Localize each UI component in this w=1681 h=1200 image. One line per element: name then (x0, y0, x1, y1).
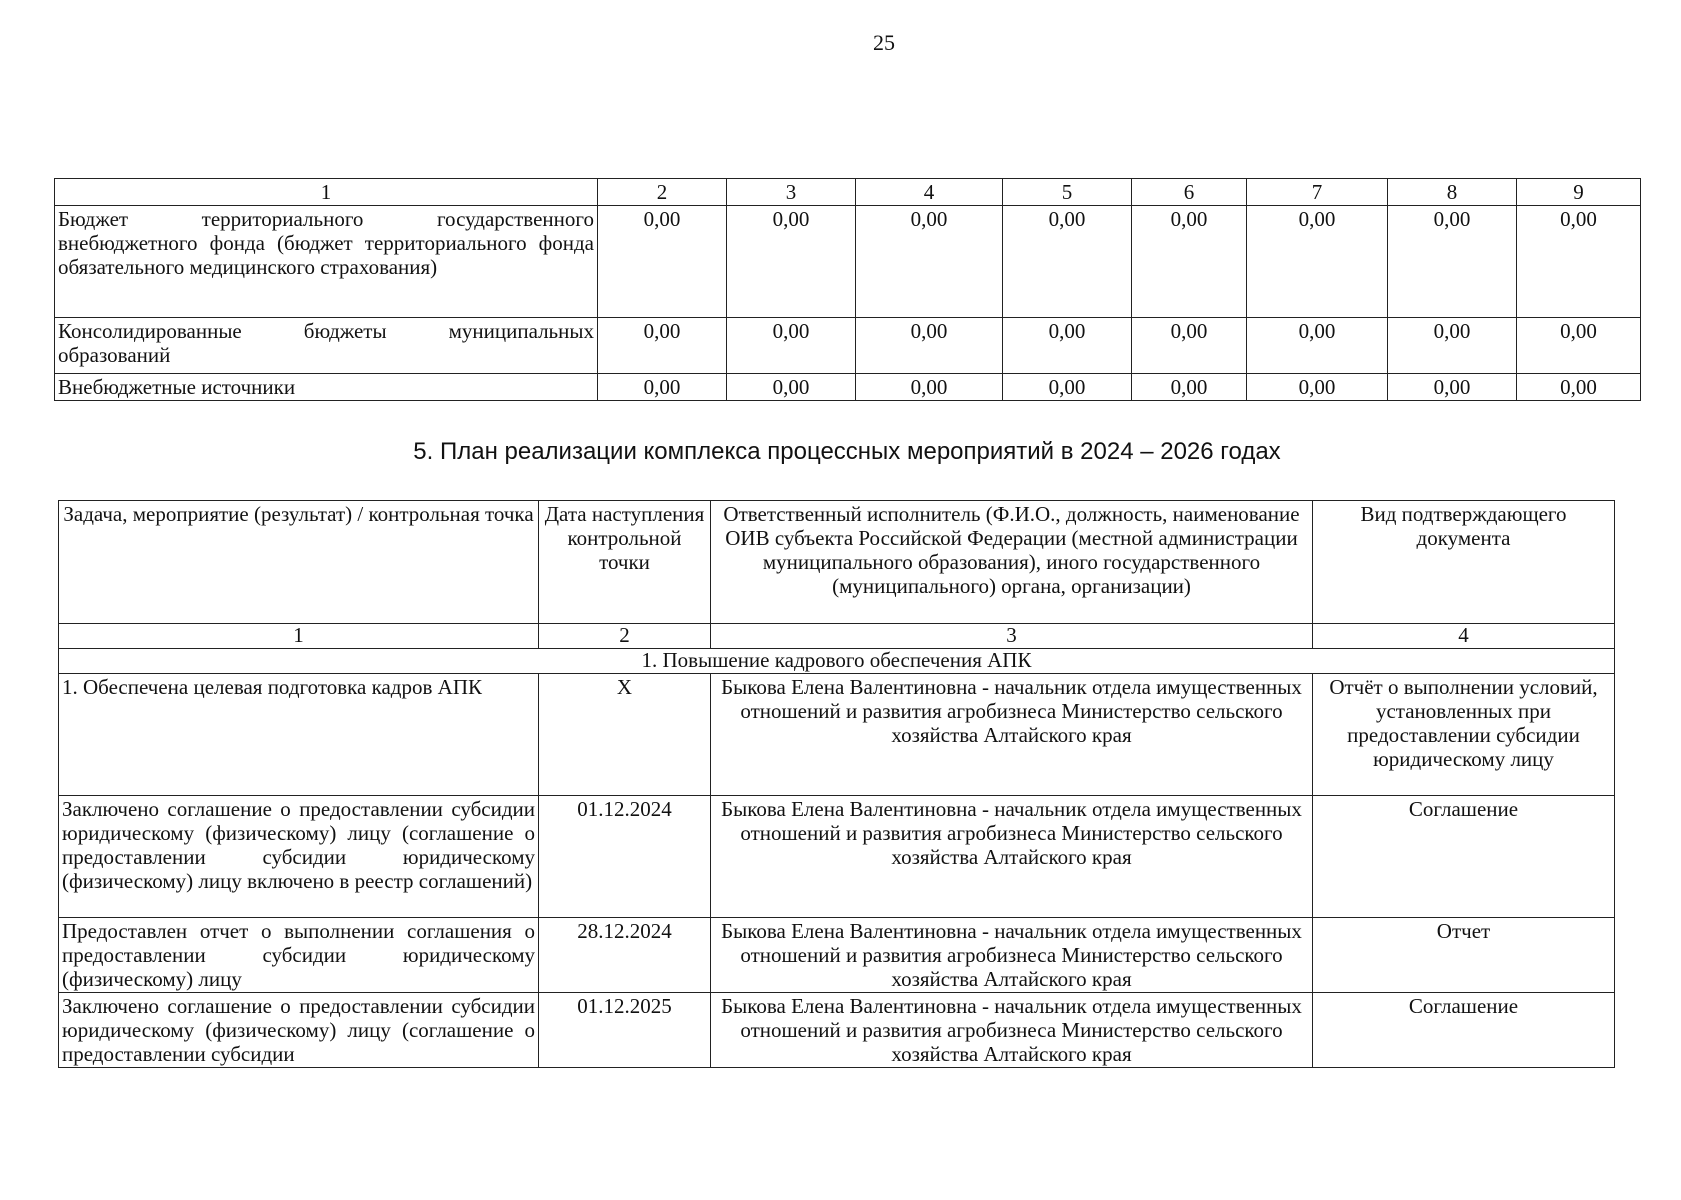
task-cell: 1. Обеспечена целевая подготовка кадров АПК (59, 674, 539, 796)
budget-value: 0,00 (1003, 318, 1132, 374)
document-cell: Соглашение (1313, 796, 1615, 918)
plan-group-row (59, 649, 1615, 674)
budget-value: 0,00 (1132, 206, 1247, 318)
budget-value: 0,00 (1247, 318, 1388, 374)
budget-row-label: Внебюджетные источники (55, 374, 598, 401)
budget-value: 0,00 (1517, 206, 1641, 318)
budget-value: 0,00 (856, 318, 1003, 374)
col-number: 2 (539, 624, 711, 649)
plan-row (59, 674, 1615, 796)
plan-row (59, 993, 1615, 1068)
col-number: 4 (856, 179, 1003, 206)
budget-row-label: Консолидированные бюджеты муниципальных образований (55, 318, 598, 374)
date-cell: 01.12.2025 (539, 993, 711, 1068)
col-number: 4 (1313, 624, 1615, 649)
responsible-cell: Быкова Елена Валентиновна - начальник отдела имущественных отношений и развития агробизнеса Министерство сельского хозяйства Алтайского края (711, 674, 1313, 796)
budget-value: 0,00 (727, 206, 856, 318)
page-number: 25 (873, 30, 895, 55)
task-cell: Заключено соглашение о предоставлении субсидии юридическому (физическому) лицу (соглашение о предоставлении субсидии юридическому (физическому) лицу включено в реестр соглашений) (59, 796, 539, 918)
section-title: 5. План реализации комплекса процессных мероприятий в 2024 – 2026 годах (413, 438, 1281, 465)
plan-header-row (59, 501, 1615, 624)
responsible-cell: Быкова Елена Валентиновна - начальник отдела имущественных отношений и развития агробизнеса Министерство сельского хозяйства Алтайского края (711, 993, 1313, 1068)
header-responsible: Ответственный исполнитель (Ф.И.О., должность, наименование ОИВ субъекта Российской Федерации (местной администрации муниципального образования), иного государственного (муниципального) органа, организации) (711, 501, 1313, 624)
budget-table (54, 178, 1641, 401)
plan-number-row (59, 624, 1615, 649)
budget-value: 0,00 (1388, 206, 1517, 318)
task-cell: Заключено соглашение о предоставлении субсидии юридическому (физическому) лицу (соглашение о предоставлении субсидии (59, 993, 539, 1068)
budget-value: 0,00 (598, 374, 727, 401)
group-title: 1. Повышение кадрового обеспечения АПК (59, 649, 1615, 674)
date-cell: 28.12.2024 (539, 918, 711, 993)
col-number: 9 (1517, 179, 1641, 206)
budget-row-label: Бюджет территориального государственного внебюджетного фонда (бюджет территориального фонда обязательного медицинского страхования) (55, 206, 598, 318)
col-number: 1 (59, 624, 539, 649)
responsible-cell: Быкова Елена Валентиновна - начальник отдела имущественных отношений и развития агробизнеса Министерство сельского хозяйства Алтайского края (711, 918, 1313, 993)
header-task: Задача, мероприятие (результат) / контрольная точка (59, 501, 539, 624)
budget-value: 0,00 (1388, 318, 1517, 374)
col-number: 2 (598, 179, 727, 206)
budget-value: 0,00 (856, 374, 1003, 401)
budget-value: 0,00 (1247, 206, 1388, 318)
document-cell: Отчет (1313, 918, 1615, 993)
budget-value: 0,00 (727, 318, 856, 374)
budget-row (55, 206, 1641, 318)
col-number: 5 (1003, 179, 1132, 206)
task-cell: Предоставлен отчет о выполнении соглашения о предоставлении субсидии юридическому (физическому) лицу (59, 918, 539, 993)
header-document: Вид подтверждающего документа (1313, 501, 1615, 624)
col-number: 8 (1388, 179, 1517, 206)
col-number: 1 (55, 179, 598, 206)
budget-value: 0,00 (598, 318, 727, 374)
budget-value: 0,00 (1247, 374, 1388, 401)
budget-value: 0,00 (1003, 374, 1132, 401)
header-date: Дата наступления контрольной точки (539, 501, 711, 624)
budget-value: 0,00 (1517, 374, 1641, 401)
plan-table (58, 500, 1615, 1068)
document-cell: Соглашение (1313, 993, 1615, 1068)
budget-header-row (55, 179, 1641, 206)
col-number: 3 (727, 179, 856, 206)
plan-row (59, 796, 1615, 918)
plan-row (59, 918, 1615, 993)
document-cell: Отчёт о выполнении условий, установленных при предоставлении субсидии юридическому лицу (1313, 674, 1615, 796)
responsible-cell: Быкова Елена Валентиновна - начальник отдела имущественных отношений и развития агробизнеса Министерство сельского хозяйства Алтайского края (711, 796, 1313, 918)
budget-value: 0,00 (1132, 318, 1247, 374)
budget-value: 0,00 (1388, 374, 1517, 401)
col-number: 3 (711, 624, 1313, 649)
budget-row (55, 318, 1641, 374)
budget-value: 0,00 (1517, 318, 1641, 374)
budget-value: 0,00 (727, 374, 856, 401)
budget-value: 0,00 (598, 206, 727, 318)
budget-value: 0,00 (856, 206, 1003, 318)
date-cell: X (539, 674, 711, 796)
col-number: 6 (1132, 179, 1247, 206)
budget-value: 0,00 (1003, 206, 1132, 318)
col-number: 7 (1247, 179, 1388, 206)
date-cell: 01.12.2024 (539, 796, 711, 918)
budget-value: 0,00 (1132, 374, 1247, 401)
budget-row (55, 374, 1641, 401)
